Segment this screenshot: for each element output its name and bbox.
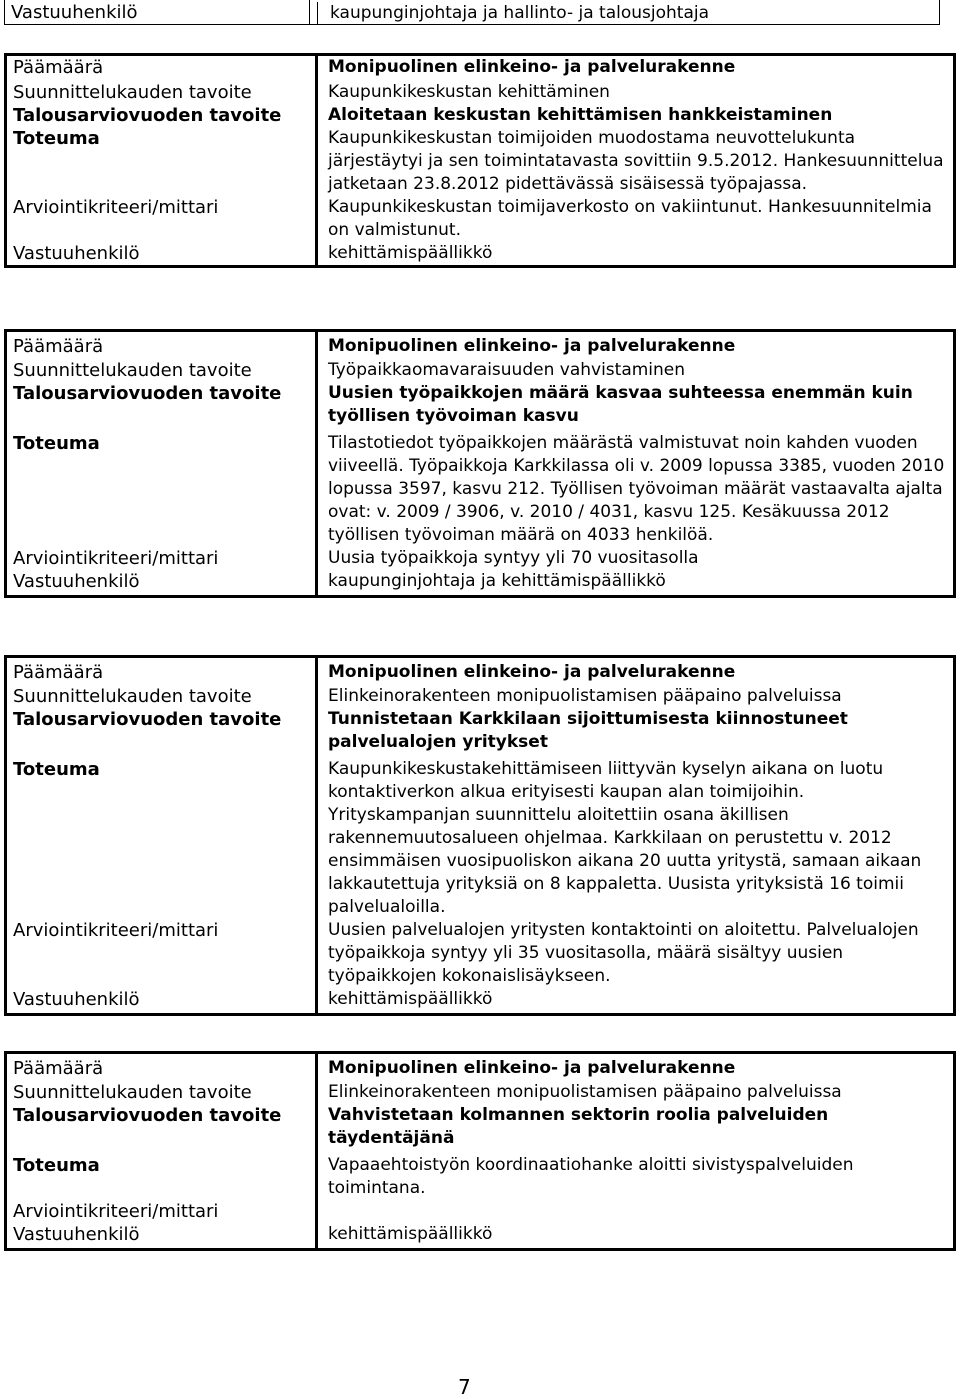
value-paamaara: Monipuolinen elinkeino- ja palvelurakenne bbox=[317, 55, 955, 81]
value-talousarviovuoden: Aloitetaan keskustan kehittämisen hankkeistaminen bbox=[317, 104, 955, 127]
label-paamaara: Päämäärä bbox=[13, 1058, 104, 1079]
label-talousarviovuoden: Talousarviovuoden tavoite bbox=[13, 382, 282, 404]
value-paamaara: Monipuolinen elinkeino- ja palvelurakenne bbox=[317, 331, 955, 359]
label-arviointi: Arviointikriteeri/mittari bbox=[13, 1200, 219, 1222]
label-arviointi: Arviointikriteeri/mittari bbox=[13, 547, 219, 569]
label-arviointi: Arviointikriteeri/mittari bbox=[13, 919, 219, 941]
value-arviointi: Kaupunkikeskustan toimijaverkosto on vakiintunut. Hankesuunnitelmia on valmistunut. bbox=[317, 196, 955, 242]
value-vastuu: kehittämispäällikkö bbox=[317, 1223, 955, 1250]
goal-table-1 bbox=[4, 53, 956, 268]
value-paamaara: Monipuolinen elinkeino- ja palvelurakenne bbox=[317, 657, 955, 685]
top-label: Vastuuhenkilö bbox=[11, 2, 138, 23]
label-suunnittelukauden: Suunnittelukauden tavoite bbox=[13, 685, 252, 707]
value-toteuma: Tilastotiedot työpaikkojen määrästä valmistuvat noin kahden vuoden viiveellä. Työpaikkoja Karkkilassa oli v. 2009 lopussa 3385, vuoden 2010 lopussa 3597, kasvu 212. Työllisen työvoiman määrät vastaavalta ajalta ovat: v. 2009 / 3906, v. 2010 / 4031, kasvu 125. Kesäkuussa 2012 työllisen työvoiman määrä on 4033 henkilöä. bbox=[317, 432, 955, 547]
goal-table-3 bbox=[4, 655, 956, 1016]
value-suunnittelukauden: Työpaikkaomavaraisuuden vahvistaminen bbox=[317, 359, 955, 382]
value-toteuma: Kaupunkikeskustan toimijoiden muodostama neuvottelukunta järjestäytyi ja sen toimintatavasta sovittiin 9.5.2012. Hankesuunnittelua jatketaan 23.8.2012 pidettävässä sisäisessä työpajassa. bbox=[317, 127, 955, 196]
value-toteuma: Vapaaehtoistyön koordinaatiohanke aloitti sivistyspalveluiden toimintana. bbox=[317, 1154, 955, 1200]
label-paamaara: Päämäärä bbox=[13, 57, 104, 78]
label-arviointi: Arviointikriteeri/mittari bbox=[13, 196, 219, 218]
label-suunnittelukauden: Suunnittelukauden tavoite bbox=[13, 81, 252, 103]
top-divider bbox=[309, 0, 310, 24]
value-vastuu: kaupunginjohtaja ja kehittämispäällikkö bbox=[317, 570, 955, 597]
value-toteuma: Kaupunkikeskustakehittämiseen liittyvän kyselyn aikana on luotu kontaktiverkon alkua erityisesti kaupan alan toimijoihin. Yrityskampanjan suunnittelu aloitettiin osana äkillisen rakennemuutosalueen ohjelmaa. Karkkilaan on perustettu v. 2012 ensimmäisen vuosipuoliskon aikana 20 uutta yritystä, samaan aikaan lakkautettuja yrityksiä on 8 kappaletta. Uusista yrityksistä 16 toimii palvelualoilla. bbox=[317, 758, 955, 919]
top-partial-table bbox=[4, 0, 940, 25]
label-toteuma: Toteuma bbox=[13, 432, 100, 454]
value-suunnittelukauden: Kaupunkikeskustan kehittäminen bbox=[317, 81, 955, 104]
label-paamaara: Päämäärä bbox=[13, 336, 104, 357]
goal-table-2 bbox=[4, 329, 956, 598]
label-suunnittelukauden: Suunnittelukauden tavoite bbox=[13, 359, 252, 381]
label-vastuu: Vastuuhenkilö bbox=[13, 988, 140, 1010]
label-toteuma: Toteuma bbox=[13, 1154, 100, 1176]
label-toteuma: Toteuma bbox=[13, 127, 100, 149]
label-paamaara: Päämäärä bbox=[13, 662, 104, 683]
value-suunnittelukauden: Elinkeinorakenteen monipuolistamisen pääpaino palveluissa bbox=[317, 685, 955, 708]
value-suunnittelukauden: Elinkeinorakenteen monipuolistamisen pääpaino palveluissa bbox=[317, 1081, 955, 1104]
label-vastuu: Vastuuhenkilö bbox=[13, 242, 140, 264]
label-talousarviovuoden: Talousarviovuoden tavoite bbox=[13, 1104, 282, 1126]
value-talousarviovuoden: Tunnistetaan Karkkilaan sijoittumisesta kiinnostuneet palvelualojen yritykset bbox=[317, 708, 955, 758]
top-value: kaupunginjohtaja ja hallinto- ja talousjohtaja bbox=[317, 2, 709, 24]
value-talousarviovuoden: Vahvistetaan kolmannen sektorin roolia palveluiden täydentäjänä bbox=[317, 1104, 955, 1154]
label-vastuu: Vastuuhenkilö bbox=[13, 570, 140, 592]
goal-table-4 bbox=[4, 1051, 956, 1251]
page-number: 7 bbox=[458, 1375, 471, 1399]
value-arviointi bbox=[317, 1200, 955, 1223]
label-suunnittelukauden: Suunnittelukauden tavoite bbox=[13, 1081, 252, 1103]
value-arviointi: Uusien palvelualojen yritysten kontaktointi on aloitettu. Palvelualojen työpaikkoja syntyy yli 35 vuositasolla, määrä sisältyy uusien työpaikkojen kokonaislisäykseen. bbox=[317, 919, 955, 988]
value-vastuu: kehittämispäällikkö bbox=[317, 242, 955, 267]
label-talousarviovuoden: Talousarviovuoden tavoite bbox=[13, 708, 282, 730]
value-paamaara: Monipuolinen elinkeino- ja palvelurakenne bbox=[317, 1053, 955, 1081]
value-vastuu: kehittämispäällikkö bbox=[317, 988, 955, 1015]
label-toteuma: Toteuma bbox=[13, 758, 100, 780]
label-talousarviovuoden: Talousarviovuoden tavoite bbox=[13, 104, 282, 126]
value-arviointi: Uusia työpaikkoja syntyy yli 70 vuositasolla bbox=[317, 547, 955, 570]
value-talousarviovuoden: Uusien työpaikkojen määrä kasvaa suhteessa enemmän kuin työllisen työvoiman kasvu bbox=[317, 382, 955, 432]
label-vastuu: Vastuuhenkilö bbox=[13, 1223, 140, 1245]
